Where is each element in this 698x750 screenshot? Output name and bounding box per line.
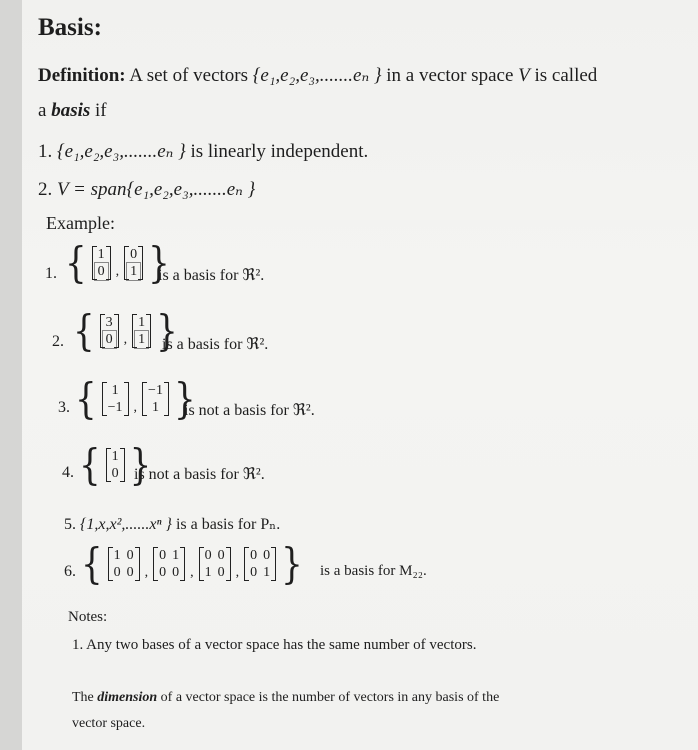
cell: 0 <box>103 331 116 348</box>
cell: 1 <box>97 247 105 262</box>
condition-2-num: 2. <box>38 179 57 200</box>
example-1-desc: is a basis for ℜ². <box>158 267 265 284</box>
comma: , <box>115 264 120 279</box>
close-brace: } <box>129 440 152 490</box>
open-brace: { <box>75 374 97 424</box>
cell: 0 <box>111 466 119 481</box>
basis-term: basis <box>51 100 91 121</box>
cell: 0 <box>204 548 212 563</box>
matrix-4 <box>244 547 276 581</box>
vector-1 <box>106 448 125 482</box>
comma: , <box>235 565 240 580</box>
definition-line-2 <box>38 100 107 122</box>
dimension-line-1 <box>72 690 499 706</box>
cell: 0 <box>250 548 258 563</box>
cell: 1 <box>172 548 180 563</box>
vector-2 <box>142 382 169 416</box>
condition-1-set: {e₁,e₂,e₃,.......eₙ } <box>57 141 186 162</box>
cell: 1 <box>204 565 212 580</box>
condition-2-set: {e₁,e₂,e₃,.......eₙ } <box>126 179 256 200</box>
example-6-matrices <box>80 539 304 589</box>
cell: 0 <box>263 548 271 563</box>
example-6-desc: is a basis for M₂₂. <box>320 563 427 579</box>
comma: , <box>133 400 138 415</box>
condition-2 <box>38 178 255 201</box>
example-5-desc: is a basis for Pₙ. <box>171 516 281 533</box>
open-brace: { <box>73 306 95 356</box>
cell: 0 <box>159 565 167 580</box>
example-2-desc: is a basis for ℜ². <box>162 336 269 353</box>
cell: 0 <box>250 565 258 580</box>
example-2-num: 2. <box>52 333 64 350</box>
open-brace: { <box>65 238 87 288</box>
cell: 1 <box>152 400 159 415</box>
cell: 0 <box>126 565 134 580</box>
condition-2-lhs: V = span <box>57 179 127 200</box>
dimension-line-2: vector space. <box>72 716 146 731</box>
line2-a: a <box>38 100 52 121</box>
cell: 0 <box>113 565 121 580</box>
vector-1 <box>100 314 119 348</box>
cell: 1 <box>113 548 121 563</box>
example-3-num: 3. <box>58 399 70 416</box>
example-5 <box>64 514 280 534</box>
cell: 1 <box>127 263 140 280</box>
page-edge-shadow <box>0 0 22 750</box>
open-brace: { <box>81 539 103 589</box>
close-brace: } <box>173 374 196 424</box>
vector-2 <box>124 246 143 280</box>
cell: 0 <box>95 263 108 280</box>
cell: 0 <box>172 565 180 580</box>
vector-1 <box>92 246 111 280</box>
cell: 3 <box>105 315 113 330</box>
example-1-num: 1. <box>45 265 57 282</box>
page-title: Basis: <box>38 14 102 41</box>
cell: 0 <box>217 548 225 563</box>
note-1: 1. Any two bases of a vector space has the same number of vectors. <box>72 637 477 653</box>
cell: 1 <box>138 315 146 330</box>
cell: 0 <box>126 548 134 563</box>
matrix-2 <box>153 547 185 581</box>
vector-2 <box>132 314 151 348</box>
close-brace: } <box>281 539 303 589</box>
line2-if: if <box>90 100 107 121</box>
example-3-matrices <box>74 374 197 424</box>
example-4-num: 4. <box>62 464 74 481</box>
comma: , <box>190 565 194 580</box>
cell: 1 <box>135 331 148 348</box>
comma: , <box>144 565 149 580</box>
notes-label: Notes: <box>68 609 108 625</box>
definition-text-2: in a vector space <box>381 65 519 86</box>
open-brace: { <box>79 440 101 490</box>
definition-line <box>38 64 597 87</box>
dimension-pre: The <box>72 690 98 705</box>
comma: , <box>123 332 128 347</box>
definition-set: {e₁,e₂,e₃,.......eₙ } <box>252 65 382 86</box>
example-3-desc: is not a basis for ℜ². <box>184 402 315 419</box>
example-5-set: {1,x,x²,......xⁿ } <box>80 516 172 533</box>
definition-text-1: A set of vectors <box>125 65 253 86</box>
cell: 0 <box>130 247 138 262</box>
example-1-matrices <box>64 238 171 288</box>
definition-text-3: is called <box>529 65 598 86</box>
close-brace: } <box>156 306 178 356</box>
condition-1-text: is linearly independent. <box>185 141 369 162</box>
condition-1-num: 1. <box>38 141 57 162</box>
dimension-term: dimension <box>97 690 158 705</box>
cell: 1 <box>111 383 119 398</box>
definition-label: Definition: <box>38 65 126 86</box>
cell: 0 <box>159 548 167 563</box>
vector-1 <box>102 382 129 416</box>
dimension-post: of a vector space is the number of vectors in any basis of the <box>157 690 500 705</box>
definition-v: V <box>518 65 530 86</box>
matrix-1 <box>108 547 140 581</box>
example-5-num: 5. <box>64 516 76 533</box>
cell: 1 <box>111 449 119 464</box>
cell: −1 <box>148 383 163 398</box>
cell: 1 <box>263 565 271 580</box>
example-4-desc: is not a basis for ℜ². <box>134 466 265 483</box>
close-brace: } <box>148 238 170 288</box>
condition-1 <box>38 140 368 163</box>
matrix-3 <box>199 547 231 581</box>
cell: −1 <box>107 400 123 415</box>
cell: 0 <box>217 565 225 580</box>
example-6-num: 6. <box>64 563 76 580</box>
example-label: Example: <box>46 213 115 233</box>
